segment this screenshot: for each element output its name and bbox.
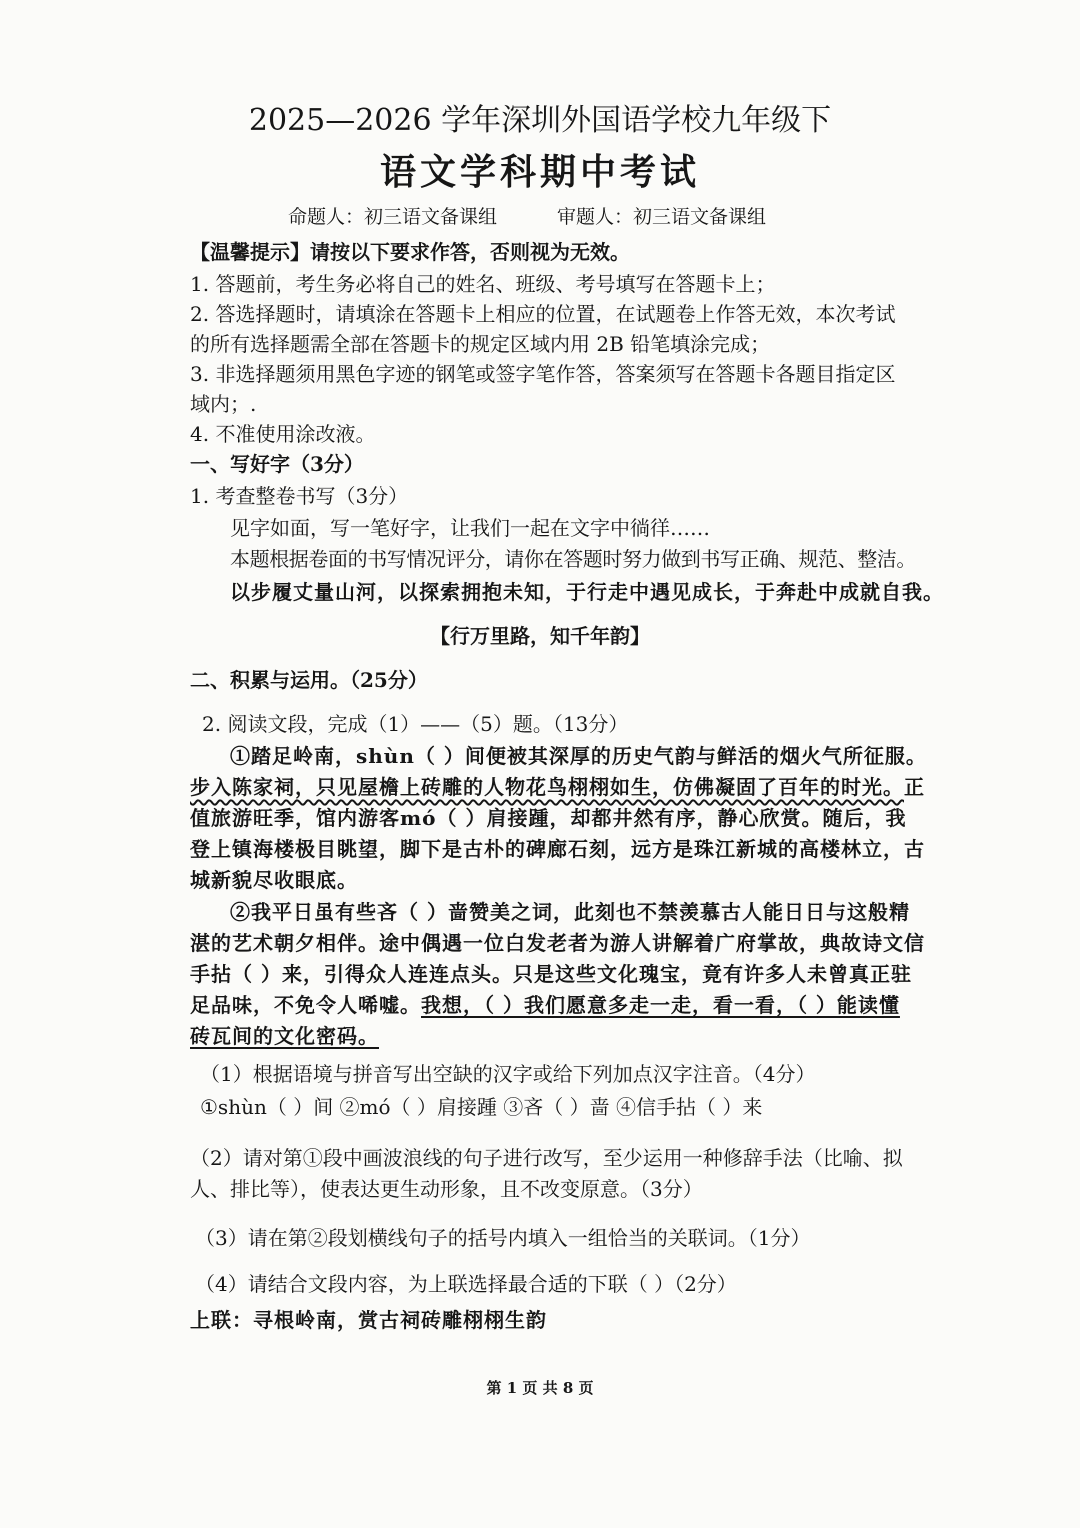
- subquestion: （2）请对第①段中画波浪线的句子进行改写，至少运用一种修辞手法（比喻、拟: [190, 1146, 903, 1170]
- question-text: 本题根据卷面的书写情况评分，请你在答题时努力做到书写正确、规范、整洁。: [230, 547, 916, 571]
- passage-line: ①踏足岭南，shùn（ ）间便被其深厚的历史气韵与鲜活的烟火气所征服。: [230, 744, 927, 768]
- question-text: 见字如面，写一笔好字，让我们一起在文字中徜徉……: [230, 516, 710, 540]
- exam-authors: [288, 202, 766, 229]
- subquestion: （1）根据语境与拼音写出空缺的汉字或给下列加点汉字注音。（4分）: [200, 1062, 816, 1086]
- notice-item: 的所有选择题需全部在答题卡的规定区域内用 2B 铅笔填涂完成；: [190, 332, 771, 356]
- subquestion: 人、排比等），使表达更生动形象，且不改变原意。（3分）: [190, 1177, 703, 1201]
- reviewer-text: 审题人：初三语文备课组: [557, 206, 767, 228]
- passage-line: 登上镇海楼极目眺望，脚下是古朴的碑廊石刻，远方是珠江新城的高楼林立，古: [190, 837, 925, 861]
- notice-item: 1. 答题前，考生务必将自己的姓名、班级、考号填写在答题卡上；: [190, 272, 776, 296]
- notice-item: 2. 答选择题时，请填涂在答题卡上相应的位置，在试题卷上作答无效，本次考试: [190, 302, 896, 326]
- notice-heading: 【温馨提示】请按以下要求作答，否则视为无效。: [190, 240, 630, 264]
- underlined-sentence: 我想，（ ）我们愿意多走一走，看一看，（ ）能读懂: [421, 993, 900, 1017]
- notice-item: 3. 非选择题须用黑色字迹的钢笔或签字笔作答，答案须写在答题卡各题目指定区: [190, 362, 896, 386]
- passage-line: 足品味，不免令人唏嘘。我想，（ ）我们愿意多走一走，看一看，（ ）能读懂: [190, 993, 900, 1017]
- subquestion: （4）请结合文段内容，为上联选择最合适的下联（ ）（2分）: [195, 1272, 737, 1296]
- subquestion-items: ①shùn（ ）间 ②mó（ ）肩接踵 ③吝（ ）啬 ④信手拈（ ）来: [200, 1095, 763, 1119]
- notice-item: 4. 不准使用涂改液。: [190, 422, 376, 446]
- passage-line: 手拈（ ）来，引得众人连连点头。只是这些文化瑰宝，竟有许多人未曾真正驻: [190, 962, 912, 986]
- theme-heading: 【行万里路，知千年韵】: [430, 624, 650, 648]
- question-title: 1. 考查整卷书写（3分）: [190, 484, 409, 508]
- section-heading: 二、积累与运用。（25分）: [190, 668, 428, 692]
- question-title: 2. 阅读文段，完成（1）——（5）题。（13分）: [202, 712, 629, 736]
- couplet-upper: 上联：寻根岭南，赏古祠砖雕栩栩生韵: [190, 1308, 547, 1332]
- exam-title-subject: 语文学科期中考试: [379, 151, 700, 193]
- wavy-underlined-sentence: 步入陈家祠，只见屋檐上砖雕的人物花鸟栩栩如生，仿佛凝固了百年的时光。: [190, 775, 904, 799]
- notice-item: 域内；.: [190, 392, 257, 416]
- underlined-sentence: 砖瓦间的文化密码。: [190, 1024, 379, 1048]
- subquestion: （3）请在第②段划横线句子的括号内填入一组恰当的关联词。（1分）: [195, 1226, 811, 1250]
- copy-text: 以步履丈量山河，以探索拥抱未知，于行走中遇见成长，于奔赴中成就自我。: [230, 580, 944, 604]
- proposer-text: 命题人：初三语文备课组: [288, 206, 498, 228]
- exam-title-year: 2025—2026 学年深圳外国语学校九年级下: [248, 103, 832, 138]
- passage-line: 值旅游旺季，馆内游客mó（ ）肩接踵，却都井然有序，静心欣赏。随后，我: [190, 806, 907, 830]
- passage-line: 湛的艺术朝夕相伴。途中偶遇一位白发老者为游人讲解着广府掌故，典故诗文信: [190, 931, 925, 955]
- passage-line: 步入陈家祠，只见屋檐上砖雕的人物花鸟栩栩如生，仿佛凝固了百年的时光。正: [190, 775, 925, 799]
- passage-line: [190, 1020, 379, 1049]
- passage-line: 城新貌尽收眼底。: [190, 868, 358, 892]
- passage-line: ②我平日虽有些吝（ ）啬赞美之词，此刻也不禁羡慕古人能日日与这般精: [230, 900, 910, 924]
- page-number: 第 1 页 共 8 页: [486, 1379, 594, 1397]
- section-heading: 一、写好字（3分）: [190, 452, 364, 476]
